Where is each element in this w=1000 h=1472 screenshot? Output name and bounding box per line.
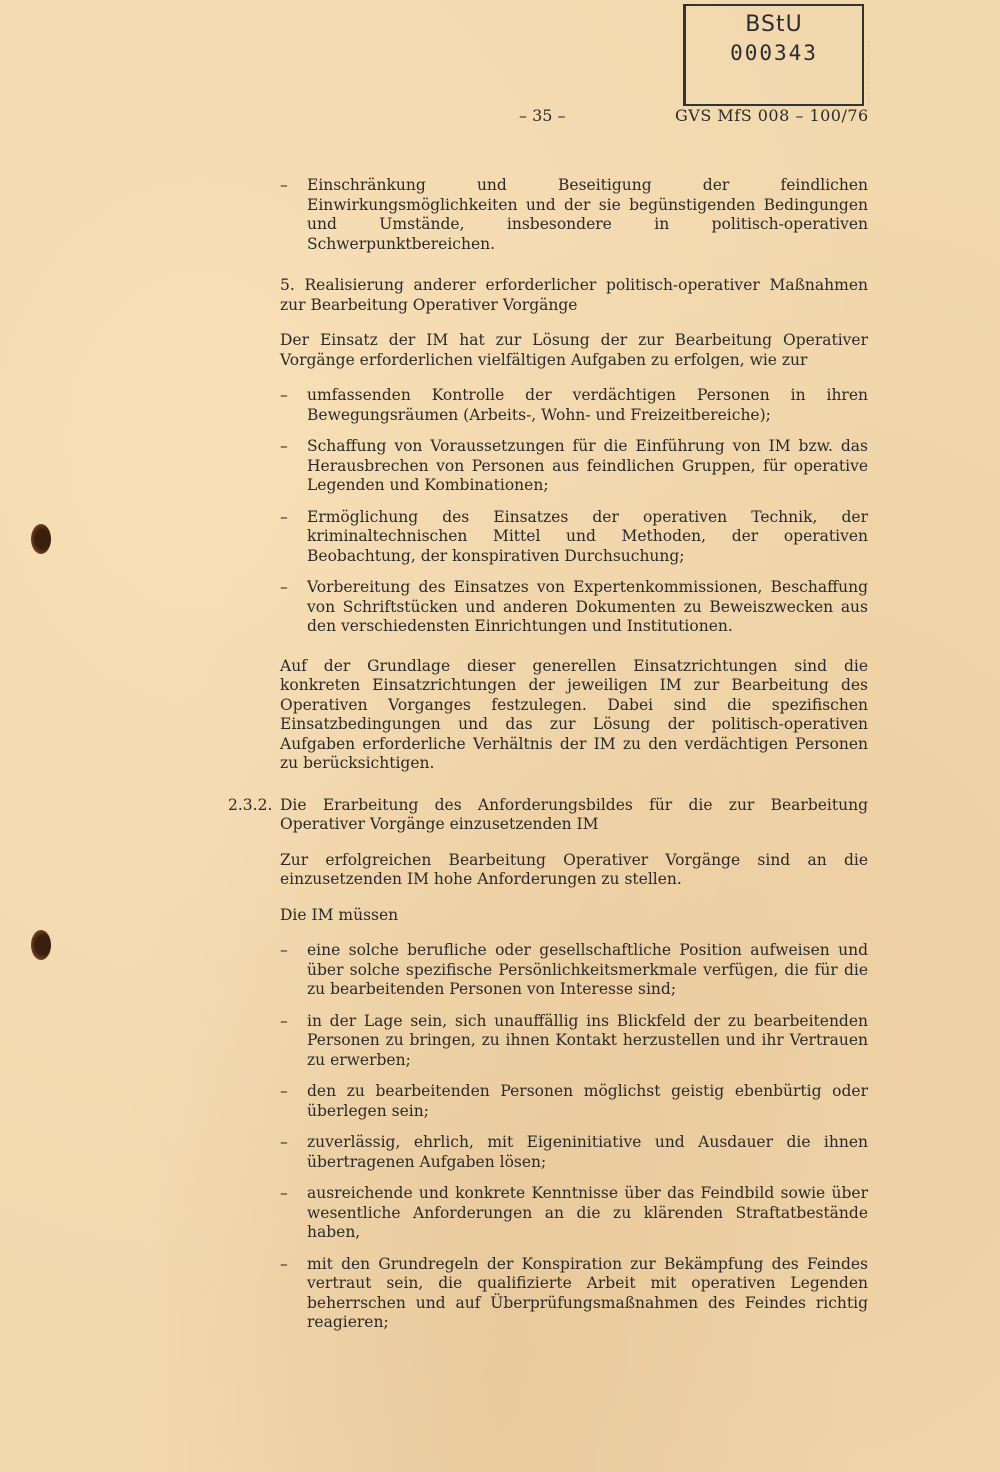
dash-bullet: – bbox=[280, 1011, 288, 1030]
dash-bullet: – bbox=[280, 386, 288, 404]
punch-hole-top bbox=[31, 524, 51, 554]
section-5-title: Realisierung anderer erforderlicher politisch-operativer Maßnahmen zur Bearbeitung Operativer Vorgänge bbox=[280, 276, 868, 314]
dash-bullet: – bbox=[280, 578, 288, 596]
list-item bbox=[280, 176, 868, 254]
list-item bbox=[280, 1255, 868, 1333]
list-item-text: in der Lage sein, sich unauffällig ins Blickfeld der zu bearbeitenden Personen zu bringen, zu ihnen Kontakt herzustellen und ihr Vertrauen zu erwerben; bbox=[307, 1011, 868, 1069]
dash-bullet: – bbox=[280, 941, 288, 959]
section-2-3-2-lead: Die IM müssen bbox=[280, 905, 399, 924]
section-2-3-2-heading bbox=[228, 795, 868, 835]
list-item bbox=[280, 508, 868, 567]
list-item bbox=[280, 1133, 868, 1172]
section-5-closing: Auf der Grundlage dieser generellen Einsatzrichtungen sind die konkreten Einsatzrichtungen der jeweiligen IM zur Bearbeitung des Operativen Vorganges festzulegen. Dabei sind die spezifischen Einsatzbedingungen und das zur Lösung der politisch-operativen Aufgaben erforderliche Verhältnis der IM zu den verdächtigen Personen zu berücksichtigen. bbox=[280, 656, 868, 772]
dash-bullet: – bbox=[280, 1133, 288, 1151]
document-body bbox=[228, 176, 868, 1345]
section-5-intro: Der Einsatz der IM hat zur Lösung der zur Bearbeitung Operativer Vorgänge erforderlichen vielfältigen Aufgaben zu erfolgen, wie zur bbox=[280, 331, 868, 369]
stamp-org: BStU bbox=[745, 12, 803, 37]
punch-hole-bottom bbox=[31, 930, 51, 960]
list-item bbox=[280, 1184, 868, 1243]
document-reference: GVS MfS 008 – 100/76 bbox=[675, 106, 869, 125]
list-item-text: Ermöglichung des Einsatzes der operativen Technik, der kriminaltechnischen Mittel und Methoden, der operativen Beobachtung, der konspirativen Durchsuchung; bbox=[307, 507, 868, 565]
section-2-3-2-intro: Zur erfolgreichen Bearbeitung Operativer Vorgänge sind an die einzusetzenden IM hohe Anforderungen zu stellen. bbox=[280, 850, 868, 888]
section-5-heading bbox=[280, 276, 868, 315]
section-5-number: 5. bbox=[280, 276, 295, 294]
section-2-3-2-number: 2.3.2. bbox=[228, 795, 273, 814]
list-item bbox=[280, 386, 868, 425]
dash-bullet: – bbox=[280, 437, 288, 455]
dash-bullet: – bbox=[280, 1254, 288, 1273]
list-item-text: umfassenden Kontrolle der verdächtigen Personen in ihren Bewegungsräumen (Arbeits-, Wohn- und Freizeitbereiche); bbox=[307, 386, 868, 424]
list-item-text: eine solche berufliche oder gesellschaftliche Position aufweisen und über solche spezifische Persönlichkeitsmerkmale verfügen, die für die zu bearbeitenden Personen von Interesse sind; bbox=[307, 941, 868, 998]
dash-bullet: – bbox=[280, 1184, 288, 1202]
list-item bbox=[280, 578, 868, 637]
dash-bullet: – bbox=[280, 176, 288, 194]
faint-stamp-mark bbox=[868, 40, 979, 110]
list-item-text: Schaffung von Voraussetzungen für die Einführung von IM bzw. das Herausbrechen von Personen aus feindlichen Gruppen, für operative Legenden und Kombinationen; bbox=[307, 437, 868, 494]
list-item-text: mit den Grundregeln der Konspiration zur Bekämpfung des Feindes vertraut sein, die qualifizierte Arbeit mit operativen Legenden beherrschen und auf Überprüfungsmaßnahmen des Feindes richtig reagieren; bbox=[307, 1254, 868, 1331]
list-item bbox=[280, 941, 868, 1000]
list-item-text: den zu bearbeitenden Personen möglichst geistig ebenbürtig oder überlegen sein; bbox=[307, 1082, 868, 1120]
dash-bullet: – bbox=[280, 1082, 288, 1100]
dash-bullet: – bbox=[280, 507, 288, 526]
list-item-text: ausreichende und konkrete Kenntnisse über das Feindbild sowie über wesentliche Anforderungen an die zu klärenden Straftatbestände haben, bbox=[307, 1184, 868, 1241]
list-item bbox=[280, 1082, 868, 1121]
list-item-text: Vorbereitung des Einsatzes von Expertenkommissionen, Beschaffung von Schriftstücken und anderen Dokumenten zu Beweiszwecken aus den verschiedensten Einrichtungen und Institutionen. bbox=[307, 578, 868, 635]
stamp-number: 000343 bbox=[730, 41, 818, 65]
archive-stamp bbox=[683, 4, 864, 106]
list-item bbox=[280, 437, 868, 496]
list-item bbox=[280, 1012, 868, 1071]
page-number: – 35 – bbox=[519, 106, 566, 125]
section-2-3-2-title: Die Erarbeitung des Anforderungsbildes für die zur Bearbeitung Operativer Vorgänge einzusetzenden IM bbox=[280, 795, 868, 833]
list-item-text: zuverlässig, ehrlich, mit Eigeninitiative und Ausdauer die ihnen übertragenen Aufgaben lösen; bbox=[307, 1133, 868, 1171]
list-item-text: Einschränkung und Beseitigung der feindlichen Einwirkungsmöglichkeiten und der sie begünstigenden Bedingungen und Umstände, insbesondere in politisch-operativen Schwerpunktbereichen. bbox=[307, 176, 868, 253]
